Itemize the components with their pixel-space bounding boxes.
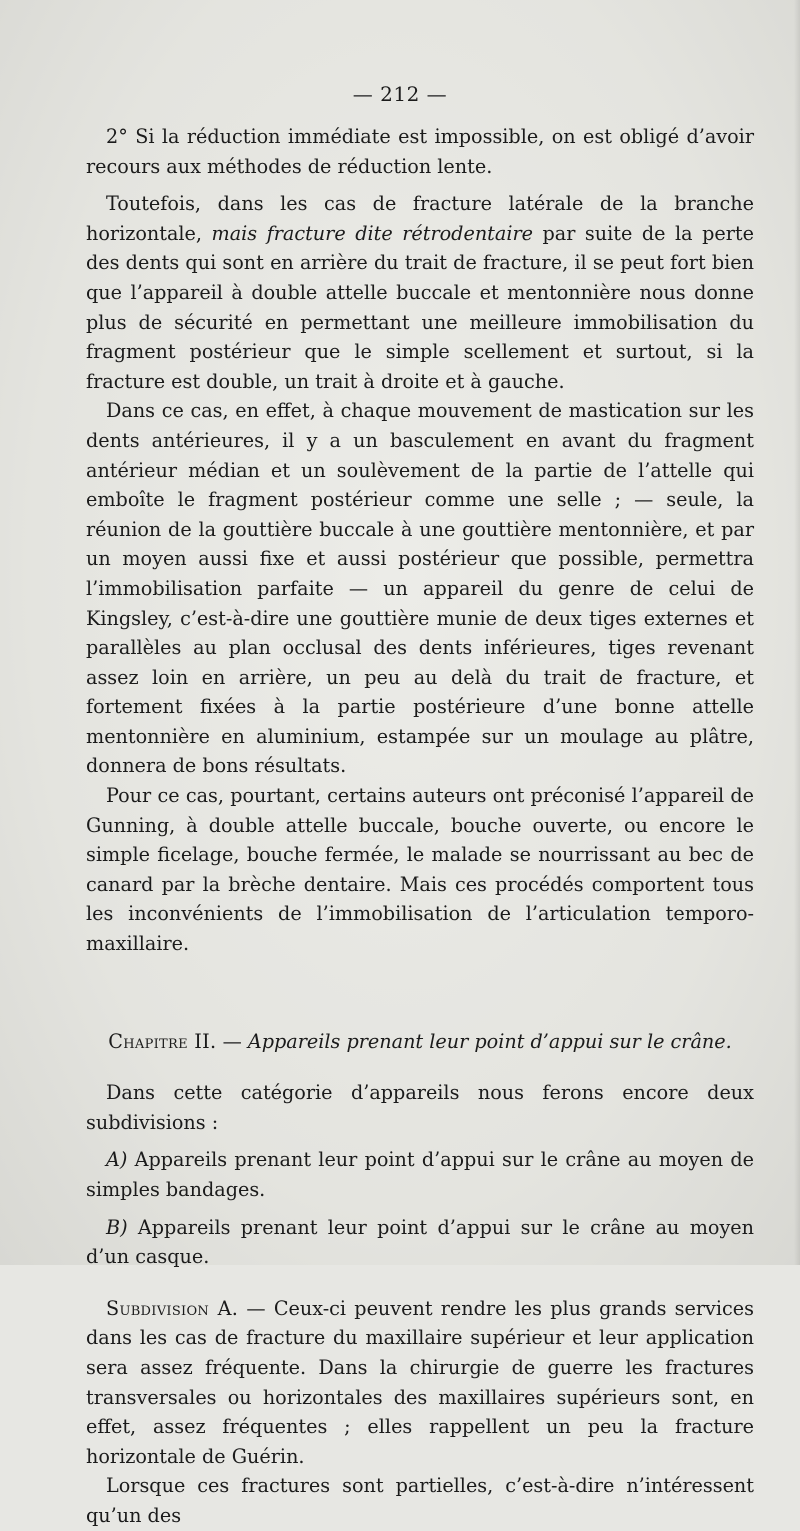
subdivision-a-body: — Ceux-ci peuvent rendre les plus grands services dans les cas de fracture du maxillaire supérieur et leur application sera assez fréquente. Dans la chirurgie de guerre les fractures transversales ou horizontales des maxillaires supérieurs sont, en effet, assez fréquentes ; elles rappellent un peu la fracture horizontale de Guérin.	[86, 1296, 754, 1468]
paragraph-mastication: Dans ce cas, en effet, à chaque mouvement de mastication sur les dents antérieures, il y a un basculement en avant du fragment antérieur médian et un soulèvement de la partie de l’attelle qui emboîte le fragment postérieur comme une selle ; — seule, la réunion de la gouttière buccale à une gouttière mentonnière, et par un moyen aussi fixe et aussi postérieur que possible, permettra l’immobilisation parfaite — un appareil du genre de celui de Kingsley, c’est-à-dire une gouttière munie de deux tiges externes et parallèles au plan occlusal des dents inférieures, tiges revenant assez loin en arrière, un peu au delà du trait de fracture, et fortement fixées à la partie postérieure d’une bonne attelle mentonnière en aluminium, estampée sur un moulage au plâtre, donnera de bons résultats.	[86, 399, 754, 778]
subdivision-b-item	[86, 1213, 754, 1272]
chapter-label: Chapitre II.	[108, 1029, 217, 1053]
italic-fracture-retrodentaire: mais fracture dite rétrodentaire	[211, 221, 533, 245]
paragraph-fracture-laterale-rest: par suite de la perte des dents qui sont en arrière du trait de fracture, il se peut fort bien que l’appareil à double attelle buccale et mentonnière nous donne plus de sécurité en permettant une meilleure immobilisation du fragment postérieur que le simple scellement et surtout, si la fracture est double, un trait à droite et à gauche.	[86, 221, 754, 393]
paragraph-categorie: Dans cette catégorie d’appareils nous ferons encore deux subdivisions :	[86, 1081, 754, 1134]
chapter-title: Appareils prenant leur point d’appui sur le crâne.	[247, 1029, 732, 1053]
paragraph-fracture-laterale-lead: Toutefois, dans les cas de fracture latérale de la branche horizontale,	[86, 192, 754, 245]
page-edge-shadow	[794, 0, 800, 1265]
paragraph-gunning: Pour ce cas, pourtant, certains auteurs ont préconisé l’appareil de Gunning, à double attelle buccale, bouche ouverte, ou encore le simple ficelage, bouche fermée, le malade se nourrissant au bec de canard par la brèche dentaire. Mais ces procédés comportent tous les inconvénients de l’immobilisation de l’articulation temporo-maxillaire.	[86, 784, 754, 956]
paragraph-fracture-laterale	[86, 189, 754, 396]
subdivision-a-item	[86, 1145, 754, 1204]
paragraph-partielles: Lorsque ces fractures sont partielles, c’est-à-dire n’intéressent qu’un des	[86, 1474, 754, 1527]
body-text	[86, 122, 754, 1531]
subdivision-b-text: Appareils prenant leur point d’appui sur le crâne au moyen d’un casque.	[86, 1215, 754, 1269]
paragraph-reduction-lente: 2° Si la réduction immédiate est impossible, on est obligé d’avoir recours aux méthodes de réduction lente.	[86, 125, 754, 178]
subdivision-a-text: Appareils prenant leur point d’appui sur le crâne au moyen de simples bandages.	[86, 1148, 754, 1201]
chapter-heading	[86, 1027, 754, 1057]
subdivision-a-label: A)	[106, 1148, 128, 1172]
subdivision-b-label: B)	[106, 1215, 128, 1239]
subdivision-a-heading: Subdivision A.	[106, 1296, 239, 1320]
page-number: — 212 —	[352, 82, 448, 106]
paragraph-subdivision-a	[86, 1294, 754, 1472]
chapter-dash: —	[216, 1029, 248, 1053]
